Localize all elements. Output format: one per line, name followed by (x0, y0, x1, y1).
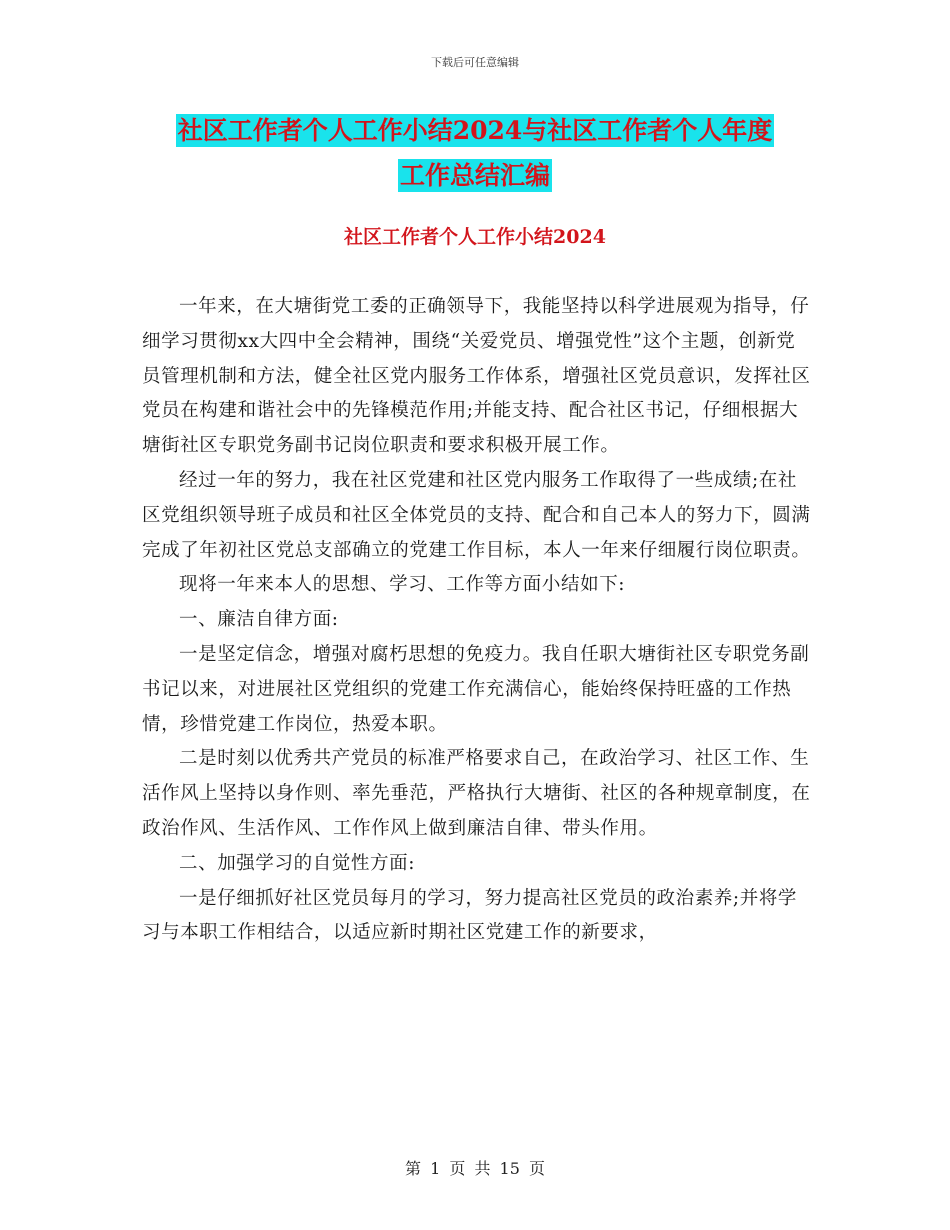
page-footer: 第 1 页 共 15 页 (405, 1159, 545, 1178)
paragraph: 现将一年来本人的思想、学习、工作等方面小结如下: (179, 574, 626, 596)
body-text (142, 290, 812, 951)
section-title: 社区工作者个人工作小结2024 (344, 226, 606, 248)
paragraph: 经过一年的努力，我在社区党建和社区党内服务工作取得了一些成绩;在社区党组织领导班子成员和社区全体党员的支持、配合和自己本人的努力下，圆满完成了年初社区党总支部确立的党建工作目标，本人一年来仔细履行岗位职责。 (142, 469, 811, 561)
paragraph: 一是仔细抓好社区党员每月的学习，努力提高社区党员的政治素养;并将学习与本职工作相结合，以适应新时期社区党建工作的新要求， (142, 887, 798, 944)
paragraph: 二是时刻以优秀共产党员的标准严格要求自己，在政治学习、社区工作、生活作风上坚持以身作则、率先垂范，严格执行大塘街、社区的各种规章制度，在政治作风、生活作风、工作作风上做到廉洁自律、带头作用。 (142, 748, 811, 839)
paragraph: 一年来，在大塘街党工委的正确领导下，我能坚持以科学进展观为指导，仔细学习贯彻xx大四中全会精神，围绕“关爱党员、增强党性”这个主题，创新党员管理机制和方法，健全社区党内服务工作体系，增强社区党员意识，发挥社区党员在构建和谐社会中的先锋模范作用;并能支持、配合社区书记，仔细根据大塘街社区专职党务副书记岗位职责和要求积极开展工作。 (142, 296, 811, 457)
paragraph-heading: 一、廉洁自律方面: (179, 609, 339, 631)
document-title (0, 108, 950, 198)
document-title-line-1: 社区工作者个人工作小结2024与社区工作者个人年度 (177, 116, 773, 145)
paragraph: 一是坚定信念，增强对腐朽思想的免疫力。我自任职大塘街社区专职党务副书记以来，对进展社区党组织的党建工作充满信心，能始终保持旺盛的工作热情，珍惜党建工作岗位，热爱本职。 (142, 643, 810, 735)
paragraph-heading: 二、加强学习的自觉性方面: (179, 852, 416, 874)
header-note: 下载后可任意编辑 (431, 56, 519, 69)
document-title-line-2: 工作总结汇编 (399, 161, 550, 190)
